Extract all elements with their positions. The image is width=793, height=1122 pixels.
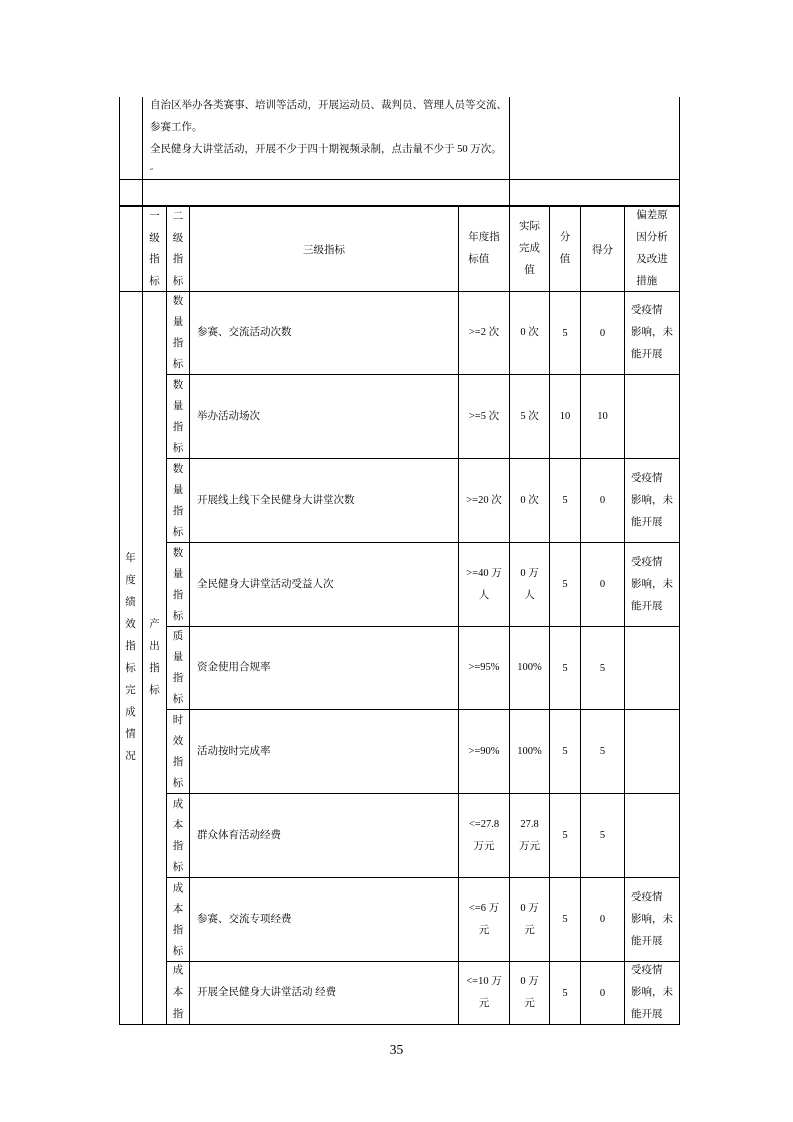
indicator-cell	[190, 962, 459, 1025]
header-score-line: 分	[559, 232, 571, 243]
indicator-cell	[190, 794, 459, 878]
score-cell	[550, 627, 581, 710]
level2-cell	[167, 375, 190, 459]
header-actual	[510, 207, 550, 292]
empty-cell	[119, 97, 143, 180]
actual-line: 100%	[517, 745, 542, 757]
indicator-text: 参赛、交流活动次数	[197, 327, 292, 338]
target-line: 万元	[473, 840, 495, 852]
header-actual-line: 实际	[519, 221, 540, 232]
header-score-line: 值	[559, 254, 571, 265]
deviation-line: 能开展	[631, 349, 663, 360]
header-target-line: 年度指	[468, 232, 500, 243]
header-deviation-line: 因分析	[636, 232, 668, 243]
actual-cell	[510, 375, 550, 459]
target-cell	[459, 292, 510, 375]
target-cell	[459, 459, 510, 543]
header-target	[459, 207, 510, 292]
level2-text: 数量指标	[172, 379, 184, 454]
deviation-cell	[625, 878, 680, 962]
target-line: >=20 次	[466, 494, 502, 506]
level2-text: 时效指标	[172, 714, 184, 789]
actual-line: 0 次	[520, 494, 539, 506]
earned-cell	[581, 543, 625, 627]
score-value: 5	[562, 987, 568, 999]
indicator-cell	[190, 459, 459, 543]
target-line: >=95%	[468, 662, 500, 673]
earned-value: 0	[599, 987, 606, 999]
intro-text	[150, 95, 507, 183]
intro-line: 参赛工作。	[150, 122, 203, 133]
header-deviation-line: 及改进	[636, 254, 668, 265]
earned-value: 0	[599, 914, 606, 925]
header-score	[550, 207, 581, 292]
deviation-line: 能开展	[631, 1009, 663, 1020]
score-cell	[550, 292, 581, 375]
target-cell	[459, 878, 510, 962]
actual-line: 100%	[517, 662, 542, 673]
level2-cell	[167, 627, 190, 710]
indicator-cell	[190, 878, 459, 962]
indicator-text: 参赛、交流专项经费	[197, 913, 292, 925]
indicator-cell	[190, 710, 459, 794]
actual-cell	[510, 710, 550, 794]
header-deviation	[625, 207, 680, 292]
indicator-text: 开展线上线下全民健身大讲堂次数	[197, 494, 355, 506]
level1-value-cell	[143, 292, 167, 1025]
indicator-text: 全民健身大讲堂活动受益人次	[197, 578, 334, 590]
earned-cell	[581, 710, 625, 794]
actual-cell	[510, 292, 550, 375]
score-value: 5	[562, 579, 568, 590]
deviation-cell	[625, 794, 680, 878]
score-value: 5	[562, 746, 568, 757]
level2-cell	[167, 543, 190, 627]
header-earned-text: 得分	[592, 244, 613, 256]
actual-cell	[510, 962, 550, 1025]
empty-cell	[119, 207, 143, 292]
level2-cell	[167, 878, 190, 962]
earned-cell	[581, 627, 625, 710]
empty-cell	[143, 180, 510, 207]
target-cell	[459, 375, 510, 459]
intro-line: 自治区举办各类赛事、培训等活动，开展运动员、裁判员、管理人员等交流、	[150, 100, 507, 111]
header-deviation-line: 措施	[636, 276, 658, 287]
target-cell	[459, 627, 510, 710]
actual-line: 5 次	[520, 410, 539, 422]
score-cell	[550, 794, 581, 878]
section-label-cell	[119, 292, 143, 1025]
deviation-line: 受疫情	[631, 965, 663, 976]
actual-line: 0 万	[520, 976, 539, 987]
target-cell	[459, 543, 510, 627]
actual-line: 27.8	[520, 818, 539, 830]
indicator-cell	[190, 375, 459, 459]
indicator-cell	[190, 543, 459, 627]
level2-text: 数量指标	[172, 547, 184, 622]
score-value: 5	[562, 830, 568, 841]
level2-text: 成本指标	[172, 798, 184, 873]
target-line: >=2 次	[468, 327, 500, 338]
level2-text: 成本指	[172, 965, 184, 1020]
deviation-cell	[625, 292, 680, 375]
earned-cell	[581, 292, 625, 375]
actual-cell	[510, 627, 550, 710]
target-line: >=40 万	[466, 567, 502, 579]
page-number: 35	[389, 1042, 404, 1057]
empty-cell	[510, 97, 680, 180]
deviation-cell	[625, 710, 680, 794]
deviation-cell	[625, 459, 680, 543]
deviation-line: 受疫情	[631, 305, 663, 316]
target-line: <=27.8	[468, 818, 500, 830]
target-line: <=6 万	[468, 902, 500, 914]
score-cell	[550, 459, 581, 543]
indicator-text: 资金使用合规率	[197, 662, 271, 673]
actual-line: 人	[524, 589, 535, 601]
deviation-line: 能开展	[631, 935, 663, 947]
deviation-line: 受疫情	[631, 472, 663, 484]
deviation-line: 影响，未	[631, 987, 673, 998]
earned-cell	[581, 794, 625, 878]
earned-cell	[581, 962, 625, 1025]
target-line: >=5 次	[468, 410, 500, 422]
deviation-line: 能开展	[631, 600, 663, 612]
indicator-text: 活动按时完成率	[197, 745, 271, 757]
indicator-text: 群众体育活动经费	[197, 829, 281, 841]
score-value: 5	[562, 495, 568, 506]
target-line: 元	[478, 924, 490, 936]
score-value: 5	[562, 662, 568, 674]
level2-cell	[167, 292, 190, 375]
score-cell	[550, 375, 581, 459]
header-actual-line: 值	[524, 265, 535, 276]
earned-value: 10	[597, 411, 608, 422]
empty-cell	[119, 180, 143, 207]
empty-cell	[510, 180, 680, 207]
deviation-cell	[625, 962, 680, 1025]
earned-cell	[581, 375, 625, 459]
earned-value: 0	[599, 327, 606, 339]
level2-cell	[167, 710, 190, 794]
header-deviation-line: 偏差原	[636, 210, 668, 221]
target-line: 元	[478, 998, 490, 1009]
earned-cell	[581, 459, 625, 543]
earned-value: 5	[599, 746, 606, 757]
target-cell	[459, 962, 510, 1025]
deviation-line: 受疫情	[631, 556, 663, 568]
intro-cell	[143, 97, 510, 180]
target-line: >=90%	[468, 745, 500, 757]
indicator-text: 开展全民健身大讲堂活动 经费	[197, 987, 337, 998]
intro-mark: ˝	[150, 167, 153, 177]
level2-text: 数量指标	[172, 463, 184, 538]
indicator-cell	[190, 627, 459, 710]
actual-line: 0 万	[520, 902, 539, 914]
actual-line: 万元	[519, 840, 540, 852]
header-level3	[190, 207, 459, 292]
deviation-line: 影响，未	[631, 913, 673, 925]
level2-cell	[167, 794, 190, 878]
earned-value: 0	[599, 579, 606, 590]
header-level3-text: 三级指标	[303, 244, 345, 256]
intro-line: 全民健身大讲堂活动，开展不少于四十期视频录制，点击量不少于 50 万次。	[150, 144, 502, 155]
actual-cell	[510, 878, 550, 962]
earned-value: 5	[599, 830, 606, 841]
header-level2	[167, 207, 190, 292]
earned-value: 5	[599, 662, 606, 674]
actual-line: 元	[524, 924, 535, 936]
target-line: <=10 万	[466, 976, 502, 987]
deviation-line: 影响，未	[631, 494, 673, 506]
actual-line: 元	[524, 998, 535, 1009]
actual-line: 0 万	[520, 567, 539, 579]
score-cell	[550, 543, 581, 627]
actual-cell	[510, 459, 550, 543]
score-cell	[550, 878, 581, 962]
level2-cell	[167, 962, 190, 1025]
actual-cell	[510, 794, 550, 878]
actual-cell	[510, 543, 550, 627]
score-value: 10	[559, 411, 571, 422]
earned-value: 0	[599, 495, 606, 506]
target-cell	[459, 794, 510, 878]
deviation-cell	[625, 627, 680, 710]
score-cell	[550, 962, 581, 1025]
deviation-line: 影响，未	[631, 578, 673, 590]
section-label: 年度绩效指标完成情况	[125, 553, 136, 762]
level2-text: 成本指标	[172, 882, 184, 957]
level2-text: 数量指标	[172, 296, 184, 370]
header-target-line: 标值	[468, 254, 490, 265]
header-earned	[581, 207, 625, 292]
score-cell	[550, 710, 581, 794]
earned-cell	[581, 878, 625, 962]
level1-value: 产出指标	[149, 619, 160, 696]
header-level1	[143, 207, 167, 292]
deviation-line: 受疫情	[631, 891, 663, 903]
deviation-cell	[625, 375, 680, 459]
indicator-text: 举办活动场次	[197, 410, 260, 422]
score-value: 5	[562, 327, 568, 339]
target-cell	[459, 710, 510, 794]
score-value: 5	[562, 914, 568, 925]
header-level1-text: 一级指标	[149, 211, 160, 287]
deviation-line: 影响，未	[631, 327, 673, 338]
level2-text: 质量指标	[172, 631, 184, 705]
deviation-cell	[625, 543, 680, 627]
deviation-line: 能开展	[631, 516, 663, 528]
performance-table	[119, 97, 680, 1025]
header-level2-text: 二级指标	[172, 211, 184, 287]
level2-cell	[167, 459, 190, 543]
header-actual-line: 完成	[519, 243, 540, 254]
indicator-cell	[190, 292, 459, 375]
actual-line: 0 次	[520, 327, 539, 338]
target-line: 人	[478, 589, 490, 601]
